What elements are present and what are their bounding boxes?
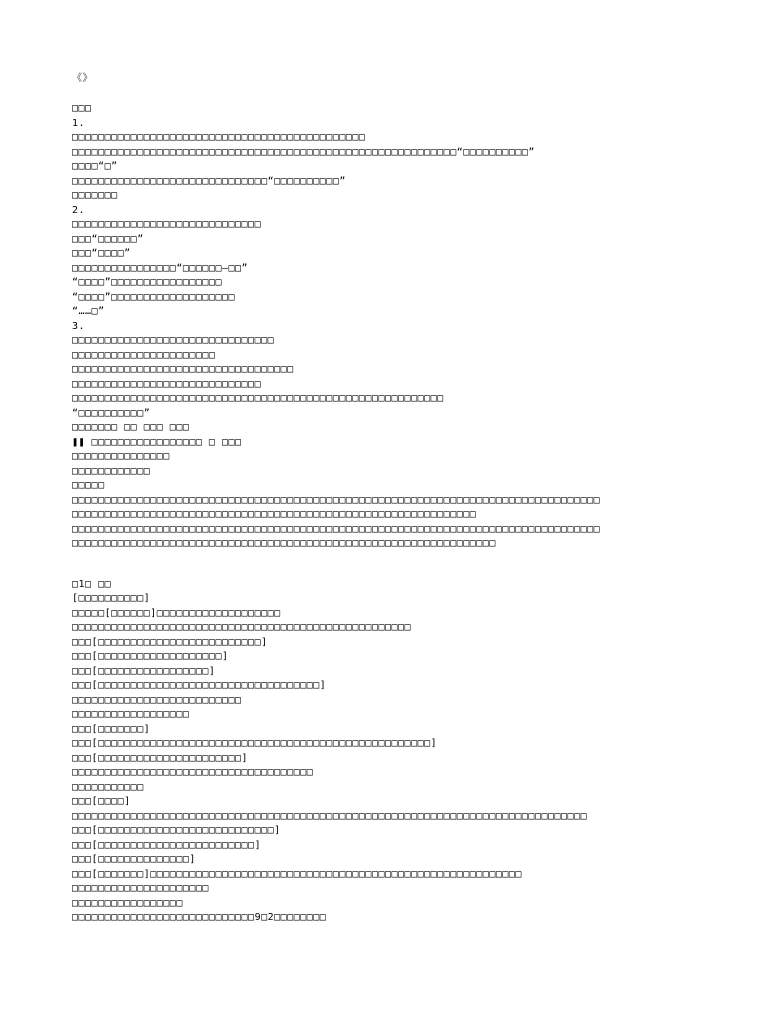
- text-line: □□□□□□□□□□□□□□□□□□□□□□□□□□□□□□□□□□: [72, 364, 294, 375]
- text-line: □□□□□□□□□□□□□□□□□□□□□: [72, 883, 209, 894]
- text-line: □□□“□□□□”: [72, 248, 131, 259]
- text-line: □□□□□□□□□□□□□□□□□□□□□□□□□□: [72, 694, 242, 706]
- text-line: □□□[□□□□□□□□□□□□□□□□□]: [72, 665, 216, 677]
- text-line: ❚❚ □□□□□□□□□□□□□□□□□ □ □□□: [72, 436, 242, 448]
- text-line: □□□□□□□□□□□□□□□□□□□□□□□□□□□□9□2□□□□□□□□: [72, 912, 327, 923]
- text-line: □□□□□□□□□□□□□□□□□□□□□□□□□□□□□□□□□□□□□□□□□□□□□: [72, 132, 366, 143]
- text-line: [□□□□□□□□□□]: [72, 593, 151, 604]
- text-line: 3.: [72, 320, 86, 332]
- text-line: 2.: [72, 204, 86, 216]
- text-line: □□□□□□□□□□□□□□□□□□□□□□□□□□□□□□□□□□□□□□□□□□□□□□□□□□□□: [72, 622, 412, 633]
- text-line: “……□”: [72, 306, 105, 317]
- text-line: □□□[□□□□□□□□□□□□□□□□□□□□□□□□□]: [72, 636, 268, 648]
- text-line: □□□[□□□□□□□]: [72, 723, 151, 735]
- section-gap: [72, 552, 702, 578]
- text-line: □□□□□□□□□□□□□□□□□□□□□□□□□□□□□□□□□□□□□□□□□□□□□□□□□□□□□□□□□□□□□□□□□: [72, 538, 496, 549]
- text-line: □□□□□□□: [72, 190, 118, 201]
- text-line: □□□□□□□□□□□□□□□□“□□□□□□—□□”: [72, 262, 249, 274]
- text-line: □□□□□□□□□□□□□□□□□□□□□□□□□□□□□□□□□□□□□: [72, 767, 314, 778]
- text-line: □1□ □□: [72, 578, 112, 590]
- text-line: □□□□“□”: [72, 161, 118, 172]
- text-line: □□□“□□□□□□”: [72, 233, 144, 245]
- text-line: □□□□□□□□□□□: [72, 781, 144, 793]
- text-line: □□□□□□□□□□□□□□□□□□□□□□□□□□□□□: [72, 378, 262, 390]
- document-title: 《》: [72, 73, 93, 84]
- text-line: □□□: [72, 103, 92, 114]
- text-line: □□□□□□□□□□□□□□□□□□□□□□□□□□□□□: [72, 219, 262, 230]
- text-line: □□□□□□□□□□□□□□□□□□□□□□□□□□□□□□“□□□□□□□□□□”: [72, 175, 346, 187]
- text-line: □□□□□□□□□□□□□□□□□□□□□□□□□□□□□□□: [72, 335, 275, 346]
- text-line: “□□□□”□□□□□□□□□□□□□□□□□□□: [72, 291, 236, 303]
- text-line: □□□[□□□□□□□□□□□□□□□□□□□□□□□□]: [72, 839, 262, 851]
- text-line: “□□□□□□□□□□”: [72, 407, 151, 419]
- text-line: □□□□□□□□□□□□□□□□□□: [72, 709, 190, 720]
- text-line: □□□□□□□□□□□□: [72, 465, 151, 477]
- text-line: □□□□□□□□□□□□□□□□□□□□□□□□□□□□□□□□□□□□□□□□□□□□□□□□□□□□□□□□□□□□□□: [72, 509, 477, 520]
- text-line: □□□[□□□□]: [72, 796, 131, 807]
- text-line: □□□□□□□□□□□□□□□□□: [72, 897, 183, 909]
- text-line: □□□□□□□ □□ □□□ □□□: [72, 422, 190, 433]
- text-line: □□□□□□□□□□□□□□□□□□□□□□: [72, 349, 216, 361]
- text-line: □□□[□□□□□□□]□□□□□□□□□□□□□□□□□□□□□□□□□□□□□□□□□□□□□□□□□□□□□□□□□□□□□□□□□: [72, 868, 522, 880]
- text-line: □□□[□□□□□□□□□□□□□□□□□□□]: [72, 651, 229, 662]
- text-line: □□□□□□□□□□□□□□□□□□□□□□□□□□□□□□□□□□□□□□□□□□□□□□□□□□□□□□□□□□□“□□□□□□□□□□”: [72, 146, 535, 158]
- text-line: □□□[□□□□□□□□□□□□□□]: [72, 854, 196, 865]
- text-line: 1.: [72, 117, 86, 129]
- text-line: □□□[□□□□□□□□□□□□□□□□□□□□□□□□□□□□□□□□□□]: [72, 680, 327, 691]
- text-line: □□□□□□□□□□□□□□□□□□□□□□□□□□□□□□□□□□□□□□□□□□□□□□□□□□□□□□□□□: [72, 393, 444, 404]
- section-one: [72, 102, 702, 552]
- text-line: □□□□□□□□□□□□□□□□□□□□□□□□□□□□□□□□□□□□□□□□□□□□□□□□□□□□□□□□□□□□□□□□□□□□□□□□□□□□□□□: [72, 810, 588, 822]
- text-line: □□□[□□□□□□□□□□□□□□□□□□□□□□□□□□□□□□□□□□□□□□□□□□□□□□□□□□□]: [72, 738, 438, 749]
- text-line: “□□□□”□□□□□□□□□□□□□□□□□: [72, 277, 222, 288]
- text-line: □□□□□□□□□□□□□□□□□□□□□□□□□□□□□□□□□□□□□□□□□□□□□□□□□□□□□□□□□□□□□□□□□□□□□□□□□□□□□□□□□: [72, 494, 601, 506]
- text-line: □□□[□□□□□□□□□□□□□□□□□□□□□□]: [72, 752, 249, 764]
- text-line: □□□□□□□□□□□□□□□: [72, 451, 170, 462]
- section-two: [72, 578, 702, 926]
- text-line: □□□□□: [72, 480, 105, 491]
- text-line: □□□□□□□□□□□□□□□□□□□□□□□□□□□□□□□□□□□□□□□□□□□□□□□□□□□□□□□□□□□□□□□□□□□□□□□□□□□□□□□□□: [72, 523, 601, 535]
- text-line: □□□□□[□□□□□□]□□□□□□□□□□□□□□□□□□□: [72, 607, 281, 619]
- text-line: □□□[□□□□□□□□□□□□□□□□□□□□□□□□□□□]: [72, 825, 281, 836]
- document-body: [72, 72, 702, 926]
